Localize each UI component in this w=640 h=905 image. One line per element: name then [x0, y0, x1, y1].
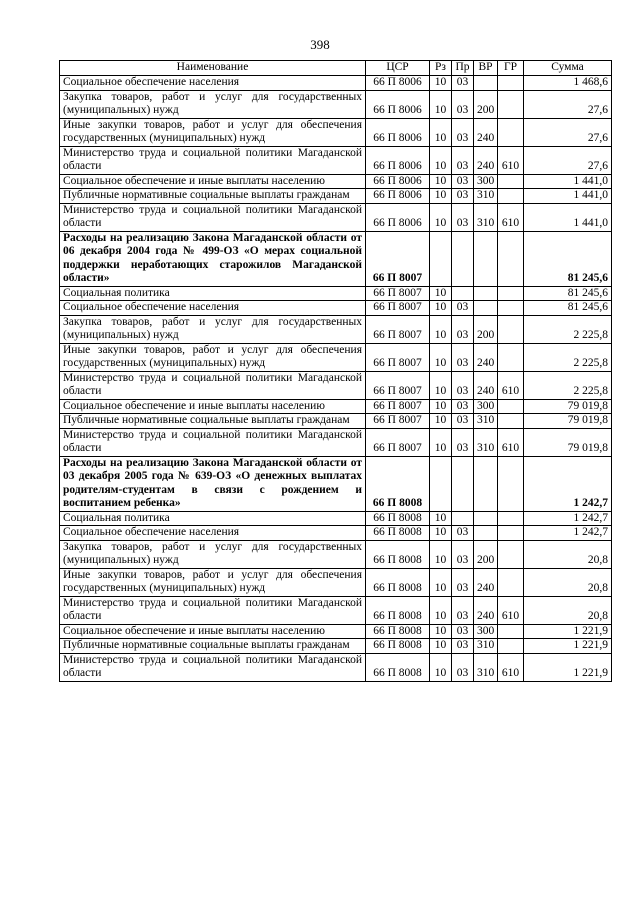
- cell-csr: 66 П 8007: [366, 399, 430, 414]
- table-row: [60, 118, 612, 146]
- cell-pr: 03: [452, 203, 474, 231]
- table-row: [60, 540, 612, 568]
- cell-rz: 10: [430, 76, 452, 91]
- cell-name: Иные закупки товаров, работ и услуг для обеспечения государственных (муниципальных) нужд: [60, 118, 366, 146]
- cell-pr: 03: [452, 315, 474, 343]
- cell-pr: 03: [452, 639, 474, 654]
- cell-vr: 240: [474, 371, 498, 399]
- cell-sum: 79 019,8: [524, 428, 612, 456]
- table-row: [60, 568, 612, 596]
- cell-rz: 10: [430, 189, 452, 204]
- cell-name: Социальная политика: [60, 286, 366, 301]
- cell-csr: 66 П 8007: [366, 301, 430, 316]
- cell-vr: 310: [474, 428, 498, 456]
- cell-vr: 200: [474, 90, 498, 118]
- cell-sum: 1 468,6: [524, 76, 612, 91]
- cell-pr: 03: [452, 301, 474, 316]
- cell-gr: 610: [498, 653, 524, 681]
- cell-vr: 300: [474, 624, 498, 639]
- cell-vr: 310: [474, 203, 498, 231]
- cell-csr: 66 П 8006: [366, 90, 430, 118]
- cell-csr: 66 П 8007: [366, 414, 430, 429]
- cell-pr: 03: [452, 343, 474, 371]
- budget-table: [59, 60, 612, 682]
- cell-csr: 66 П 8008: [366, 568, 430, 596]
- cell-name: Публичные нормативные социальные выплаты гражданам: [60, 639, 366, 654]
- cell-csr: 66 П 8008: [366, 596, 430, 624]
- cell-rz: 10: [430, 624, 452, 639]
- cell-gr: [498, 568, 524, 596]
- cell-sum: 27,6: [524, 118, 612, 146]
- header-gr: ГР: [498, 61, 524, 76]
- cell-sum: 2 225,8: [524, 315, 612, 343]
- cell-sum: 20,8: [524, 540, 612, 568]
- table-body: [60, 76, 612, 682]
- cell-csr: 66 П 8007: [366, 428, 430, 456]
- cell-csr: 66 П 8008: [366, 624, 430, 639]
- cell-pr: 03: [452, 624, 474, 639]
- cell-sum: 27,6: [524, 90, 612, 118]
- cell-csr: 66 П 8008: [366, 456, 430, 511]
- table-row: [60, 146, 612, 174]
- cell-name: Социальное обеспечение и иные выплаты населению: [60, 624, 366, 639]
- cell-gr: [498, 301, 524, 316]
- cell-rz: 10: [430, 653, 452, 681]
- cell-vr: [474, 456, 498, 511]
- cell-csr: 66 П 8008: [366, 540, 430, 568]
- cell-pr: 03: [452, 428, 474, 456]
- cell-vr: [474, 76, 498, 91]
- header-vr: ВР: [474, 61, 498, 76]
- cell-sum: 1 441,0: [524, 174, 612, 189]
- cell-csr: 66 П 8008: [366, 511, 430, 526]
- cell-rz: 10: [430, 90, 452, 118]
- cell-pr: 03: [452, 76, 474, 91]
- cell-name: Социальное обеспечение населения: [60, 301, 366, 316]
- cell-csr: 66 П 8006: [366, 118, 430, 146]
- cell-gr: [498, 118, 524, 146]
- cell-name: Закупка товаров, работ и услуг для государственных (муниципальных) нужд: [60, 315, 366, 343]
- table-row: [60, 174, 612, 189]
- table-row: [60, 639, 612, 654]
- cell-vr: 310: [474, 189, 498, 204]
- cell-name: Иные закупки товаров, работ и услуг для обеспечения государственных (муниципальных) нужд: [60, 343, 366, 371]
- table-row: [60, 624, 612, 639]
- cell-gr: [498, 526, 524, 541]
- cell-vr: [474, 526, 498, 541]
- cell-gr: 610: [498, 428, 524, 456]
- table-row: [60, 301, 612, 316]
- cell-sum: 81 245,6: [524, 301, 612, 316]
- cell-rz: 10: [430, 596, 452, 624]
- cell-pr: [452, 231, 474, 286]
- cell-rz: 10: [430, 428, 452, 456]
- cell-name: Министерство труда и социальной политики Магаданской области: [60, 596, 366, 624]
- cell-vr: 300: [474, 399, 498, 414]
- cell-name: Расходы на реализацию Закона Магаданской области от 06 декабря 2004 года № 499-ОЗ «О мерах социальной поддержки неработающих старожилов Магаданской области»: [60, 231, 366, 286]
- cell-pr: 03: [452, 540, 474, 568]
- table-row: [60, 371, 612, 399]
- cell-sum: 81 245,6: [524, 286, 612, 301]
- cell-sum: 1 221,9: [524, 653, 612, 681]
- table-row: [60, 526, 612, 541]
- cell-pr: 03: [452, 596, 474, 624]
- cell-gr: 610: [498, 596, 524, 624]
- cell-csr: 66 П 8006: [366, 189, 430, 204]
- cell-name: Социальное обеспечение и иные выплаты населению: [60, 174, 366, 189]
- table-row: [60, 343, 612, 371]
- cell-sum: 1 242,7: [524, 526, 612, 541]
- cell-csr: 66 П 8007: [366, 315, 430, 343]
- cell-rz: 10: [430, 174, 452, 189]
- cell-rz: 10: [430, 203, 452, 231]
- cell-vr: 200: [474, 540, 498, 568]
- cell-sum: 1 441,0: [524, 203, 612, 231]
- cell-csr: 66 П 8007: [366, 343, 430, 371]
- cell-gr: [498, 511, 524, 526]
- cell-rz: 10: [430, 639, 452, 654]
- cell-gr: 610: [498, 371, 524, 399]
- table-header-row: [60, 61, 612, 76]
- cell-gr: [498, 315, 524, 343]
- cell-vr: [474, 301, 498, 316]
- cell-sum: 79 019,8: [524, 414, 612, 429]
- cell-csr: 66 П 8006: [366, 76, 430, 91]
- cell-rz: 10: [430, 286, 452, 301]
- cell-vr: 240: [474, 343, 498, 371]
- cell-pr: 03: [452, 653, 474, 681]
- cell-gr: [498, 639, 524, 654]
- cell-sum: 79 019,8: [524, 399, 612, 414]
- table-row: [60, 76, 612, 91]
- cell-rz: 10: [430, 146, 452, 174]
- cell-pr: 03: [452, 174, 474, 189]
- cell-csr: 66 П 8008: [366, 639, 430, 654]
- cell-vr: [474, 286, 498, 301]
- table-row: [60, 653, 612, 681]
- table-row: [60, 414, 612, 429]
- cell-gr: [498, 174, 524, 189]
- cell-csr: 66 П 8008: [366, 526, 430, 541]
- cell-sum: 81 245,6: [524, 231, 612, 286]
- cell-name: Закупка товаров, работ и услуг для государственных (муниципальных) нужд: [60, 540, 366, 568]
- cell-csr: 66 П 8007: [366, 231, 430, 286]
- cell-sum: 2 225,8: [524, 343, 612, 371]
- cell-rz: [430, 456, 452, 511]
- cell-rz: 10: [430, 315, 452, 343]
- header-rz: Рз: [430, 61, 452, 76]
- cell-gr: [498, 189, 524, 204]
- cell-sum: 1 441,0: [524, 189, 612, 204]
- cell-gr: [498, 286, 524, 301]
- cell-gr: 610: [498, 203, 524, 231]
- cell-sum: 20,8: [524, 596, 612, 624]
- cell-rz: 10: [430, 343, 452, 371]
- table-row: [60, 428, 612, 456]
- cell-gr: 610: [498, 146, 524, 174]
- header-sum: Сумма: [524, 61, 612, 76]
- cell-name: Иные закупки товаров, работ и услуг для обеспечения государственных (муниципальных) нужд: [60, 568, 366, 596]
- cell-gr: [498, 414, 524, 429]
- cell-sum: 1 242,7: [524, 511, 612, 526]
- cell-pr: 03: [452, 146, 474, 174]
- cell-sum: 1 221,9: [524, 639, 612, 654]
- cell-pr: 03: [452, 189, 474, 204]
- cell-csr: 66 П 8007: [366, 286, 430, 301]
- cell-pr: 03: [452, 371, 474, 399]
- cell-csr: 66 П 8007: [366, 371, 430, 399]
- cell-vr: [474, 511, 498, 526]
- table-row: [60, 203, 612, 231]
- cell-name: Социальное обеспечение населения: [60, 526, 366, 541]
- cell-name: Министерство труда и социальной политики Магаданской области: [60, 428, 366, 456]
- cell-gr: [498, 399, 524, 414]
- cell-rz: 10: [430, 414, 452, 429]
- cell-pr: 03: [452, 568, 474, 596]
- cell-vr: 240: [474, 118, 498, 146]
- cell-sum: 1 221,9: [524, 624, 612, 639]
- cell-pr: [452, 456, 474, 511]
- cell-vr: 200: [474, 315, 498, 343]
- cell-gr: [498, 76, 524, 91]
- cell-vr: [474, 231, 498, 286]
- cell-sum: 20,8: [524, 568, 612, 596]
- cell-pr: 03: [452, 90, 474, 118]
- cell-vr: 240: [474, 146, 498, 174]
- cell-name: Социальное обеспечение населения: [60, 76, 366, 91]
- cell-name: Министерство труда и социальной политики Магаданской области: [60, 146, 366, 174]
- cell-pr: [452, 511, 474, 526]
- cell-name: Расходы на реализацию Закона Магаданской области от 03 декабря 2005 года № 639-ОЗ «О денежных выплатах родителям-студентам в связи с рождением и воспитанием ребенка»: [60, 456, 366, 511]
- cell-csr: 66 П 8006: [366, 203, 430, 231]
- cell-rz: 10: [430, 118, 452, 146]
- table-row: [60, 596, 612, 624]
- cell-sum: 1 242,7: [524, 456, 612, 511]
- cell-sum: 2 225,8: [524, 371, 612, 399]
- header-csr: ЦСР: [366, 61, 430, 76]
- cell-name: Публичные нормативные социальные выплаты гражданам: [60, 414, 366, 429]
- cell-rz: 10: [430, 540, 452, 568]
- cell-gr: [498, 90, 524, 118]
- cell-pr: 03: [452, 399, 474, 414]
- cell-gr: [498, 231, 524, 286]
- table-row: [60, 189, 612, 204]
- table-row: [60, 511, 612, 526]
- table-row: [60, 399, 612, 414]
- cell-vr: 310: [474, 639, 498, 654]
- cell-rz: 10: [430, 301, 452, 316]
- cell-pr: 03: [452, 414, 474, 429]
- header-pr: Пр: [452, 61, 474, 76]
- cell-pr: 03: [452, 526, 474, 541]
- cell-name: Министерство труда и социальной политики Магаданской области: [60, 203, 366, 231]
- cell-vr: 300: [474, 174, 498, 189]
- cell-csr: 66 П 8008: [366, 653, 430, 681]
- table-row: [60, 456, 612, 511]
- cell-gr: [498, 540, 524, 568]
- cell-vr: 240: [474, 596, 498, 624]
- cell-pr: [452, 286, 474, 301]
- cell-csr: 66 П 8006: [366, 174, 430, 189]
- cell-name: Министерство труда и социальной политики Магаданской области: [60, 371, 366, 399]
- cell-rz: 10: [430, 511, 452, 526]
- table-row: [60, 90, 612, 118]
- cell-rz: [430, 231, 452, 286]
- cell-vr: 310: [474, 653, 498, 681]
- cell-name: Социальная политика: [60, 511, 366, 526]
- cell-vr: 240: [474, 568, 498, 596]
- cell-name: Закупка товаров, работ и услуг для государственных (муниципальных) нужд: [60, 90, 366, 118]
- header-name: Наименование: [60, 61, 366, 76]
- cell-csr: 66 П 8006: [366, 146, 430, 174]
- table-row: [60, 315, 612, 343]
- cell-gr: [498, 624, 524, 639]
- cell-name: Социальное обеспечение и иные выплаты населению: [60, 399, 366, 414]
- cell-sum: 27,6: [524, 146, 612, 174]
- cell-vr: 310: [474, 414, 498, 429]
- cell-gr: [498, 343, 524, 371]
- cell-rz: 10: [430, 526, 452, 541]
- table-row: [60, 286, 612, 301]
- cell-rz: 10: [430, 568, 452, 596]
- cell-rz: 10: [430, 399, 452, 414]
- cell-rz: 10: [430, 371, 452, 399]
- cell-name: Публичные нормативные социальные выплаты гражданам: [60, 189, 366, 204]
- cell-gr: [498, 456, 524, 511]
- table-row: [60, 231, 612, 286]
- cell-name: Министерство труда и социальной политики Магаданской области: [60, 653, 366, 681]
- cell-pr: 03: [452, 118, 474, 146]
- page-number: 398: [310, 37, 330, 52]
